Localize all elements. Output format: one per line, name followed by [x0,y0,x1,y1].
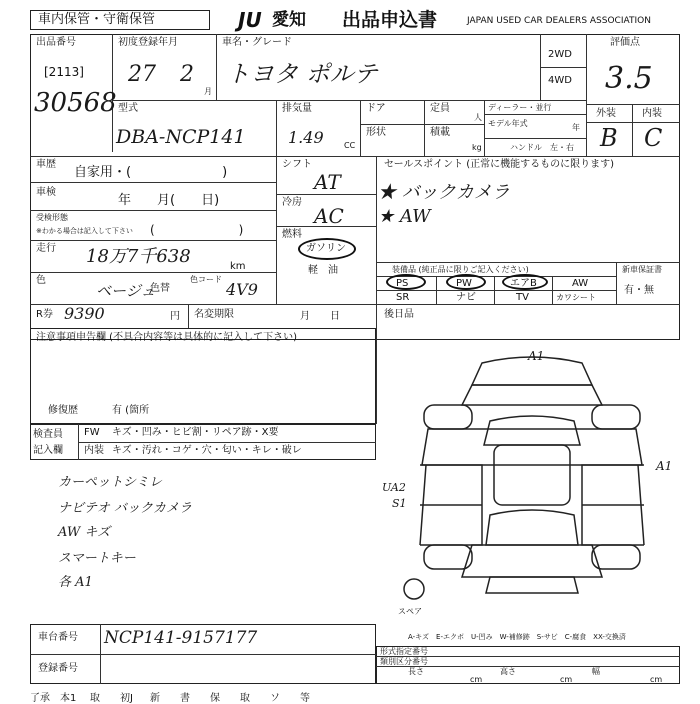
model-name-value: トヨタ ポルテ [226,60,378,88]
logo-region: 愛知 [272,10,306,30]
color-code-label: 色コード [190,275,222,284]
drive-2wd: 2WD [548,49,572,60]
lot-number: 30568 [34,88,117,118]
recycle-value: 9390 [64,304,105,323]
bottom-cell: 新 [150,693,160,704]
notes-label: 注意事項申告欄 (不具合内容等は具体的に記入して下さい) [36,332,297,343]
bottom-cell: 了承 [30,693,50,704]
handle-label: ハンドル 左・右 [510,143,574,152]
association-name: JAPAN USED CAR DEALERS ASSOCIATION [467,16,651,26]
spare-label: スペア [398,607,422,616]
equipment-tv: TV [516,292,529,303]
record-label: 記入欄 [33,445,63,456]
ac-label: 冷房 [282,197,302,208]
airbag-circle [502,274,548,290]
chassis-label: 車台番号 [38,632,78,643]
inspection-label: 車検 [36,187,56,198]
capacity-unit: 人 [474,113,482,122]
damage-legend: A-キズ E-エクボ U-凹み W-補修跡 S-サビ C-腐食 XX-交換済 [408,633,626,641]
shift-value: AT [314,170,341,194]
color-code: 4V9 [226,280,258,299]
bottom-row [30,688,330,704]
rear-seat-label: 後日品 [384,309,414,320]
sales-points-label: セールスポイント (正常に機能するものに限ります) [384,159,615,170]
receive-label: 受検形態 [36,213,68,222]
displacement-unit: CC [344,141,356,150]
pw-circle [446,274,486,290]
bottom-cell: 書 [180,693,190,704]
handwritten-note-1: カーペットシミレ [58,475,163,490]
fuel-label: 燃料 [282,229,302,240]
length-label: 長さ [408,667,424,676]
storage-title: 車内保管・守衛保管 [38,12,156,27]
lot-label: 出品番号 [36,37,76,48]
fuel-diesel: 軽 油 [308,265,338,276]
lot-small-number: [2113] [44,65,84,79]
equipment-airbag: エアB [510,278,537,289]
diagram-mark-front: A1 [528,349,545,363]
diagram-mark-left-1: UA2 [382,481,406,494]
displacement-label: 排気量 [282,103,312,114]
equipment-leather: カワシート [556,293,596,302]
inspector-interior: 内装 [84,445,104,456]
shape-label: 形状 [366,127,386,138]
type-label: 型式 [118,103,138,114]
capacity-label: 定員 [430,103,450,114]
handwritten-note-2: ナビテオ バックカメラ [58,501,192,516]
inspection-value: 年 月( 日) [118,193,220,208]
color-value: ベージュ [96,282,156,300]
diagram-mark-left-2: S1 [392,497,407,510]
interior-label: 内装 [642,108,662,119]
ac-value: AC [314,204,344,228]
receive-paren: ( ) [150,223,244,237]
inspector-interior-items: キズ・汚れ・コゲ・穴・匂い・キレ・破レ [112,445,302,456]
logo-mark: JU [238,8,262,32]
dimensions-label: 形式指定番号 [380,647,428,656]
bottom-cell: 取 [240,693,250,704]
form-title: 出品申込書 [342,9,438,31]
handwritten-note-3: AW キズ [58,525,111,540]
height-label: 高さ [500,667,516,676]
rating-label: 評価点 [610,37,640,48]
transfer-value: 月 日 [300,311,340,322]
model-year-unit: 年 [572,123,580,132]
displacement-value: 1.49 [288,128,324,147]
sales-point-1: ★ バックカメラ [378,182,510,203]
model-name-label: 車名・グレード [222,37,292,48]
handwritten-note-5: 各 A1 [58,575,93,590]
repair-value: 有 (箇所 [112,405,150,416]
exterior-label: 外装 [596,108,616,119]
bottom-cell: 本1 [60,693,77,704]
color-label: 色 [36,275,46,286]
equipment-ps: PS [396,278,409,289]
sales-point-2: ★ AW [378,206,431,227]
history-label: 車歴 [36,159,56,170]
load-unit: kg [472,143,482,152]
drive-4wd: 4WD [548,75,572,86]
recycle-unit: 円 [170,311,180,322]
fuel-gasoline: ガソリン [306,243,346,254]
handwritten-note-4: スマートキー [58,551,136,566]
type-value: DBA-NCP141 [116,126,246,148]
registration-month-unit: 月 [204,87,212,96]
shift-label: シフト [282,159,312,170]
repair-label: 修復歴 [48,405,78,416]
equipment-sr: SR [396,292,410,303]
equipment-pw: PW [456,278,472,289]
height-unit: cm [560,675,573,684]
equipment-aw: AW [572,278,589,289]
diagram-mark-right: A1 [656,459,673,473]
exterior-grade: B [600,124,618,152]
dealer-label: ディーラー・並行 [488,103,552,112]
inspector-fw: FW [84,427,100,438]
car-diagram [390,345,675,625]
ps-circle [386,274,426,290]
recycle-label: R券 [36,309,53,320]
color-change-label: 色替 [150,283,170,294]
mileage-unit: km [230,261,246,272]
bottom-cell: 取 [90,693,100,704]
length-unit: cm [470,675,483,684]
registration-year: 27 [128,62,156,87]
bottom-cell: 保 [210,693,220,704]
guarantee-value: 有・無 [624,285,654,296]
bottom-cell: 初J [120,693,133,704]
bottom-cell: 等 [300,693,310,704]
rating-score: 3.5 [605,61,653,96]
width-label: 幅 [592,667,600,676]
inspector-fw-items: キズ・凹み・ヒビ割・リペア跡・X要 [112,427,279,438]
inspector-label: 検査員 [33,429,63,440]
plate-label: 登録番号 [38,663,78,674]
model-year-label: モデル年式 [488,119,528,128]
equipment-label: 装備品 (純正品に限りご記入ください) [392,265,529,274]
registration-month: 2 [180,62,194,87]
mileage-value: 18万7千638 [86,246,191,267]
receive-note: ※わかる場合は記入して下さい [36,227,133,235]
history-value: 自家用・( ) [74,165,228,180]
load-label: 積載 [430,127,450,138]
registration-label: 初度登録年月 [118,37,178,48]
mileage-label: 走行 [36,243,56,254]
transfer-label: 名変期限 [194,309,234,320]
width-unit: cm [650,675,663,684]
class-label: 類別区分番号 [380,657,428,666]
doors-label: ドア [366,103,386,114]
chassis-value: NCP141-9157177 [104,628,258,648]
bottom-cell: ソ [270,693,280,704]
guarantee-label: 新車保証書 [622,265,662,274]
equipment-navi: ナビ [456,292,476,303]
interior-grade: C [644,124,663,152]
